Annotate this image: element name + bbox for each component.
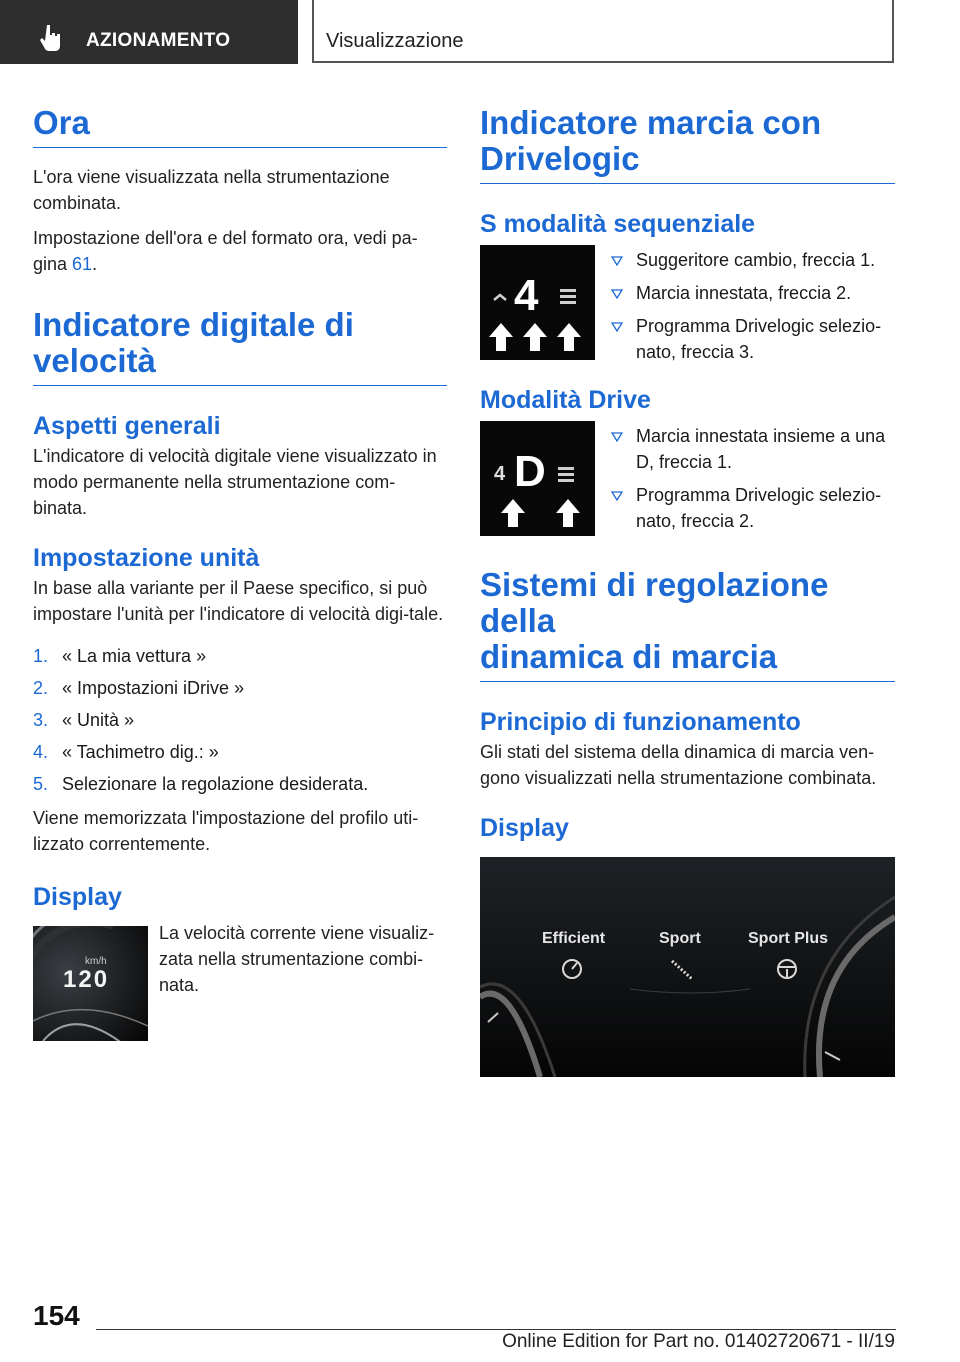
right-column — [480, 100, 895, 1077]
triangle-bullet-icon — [611, 491, 623, 501]
list-item — [609, 313, 897, 365]
ora-text-2-post: . — [92, 254, 98, 274]
arrow-label: 1 — [513, 513, 519, 523]
heading-display-right: Display — [480, 814, 569, 842]
arrow-label: 2 — [535, 337, 541, 347]
heading-principle: Principio di funzionamento — [480, 708, 801, 736]
triangle-bullet-icon — [611, 256, 623, 266]
section-tab — [0, 0, 298, 64]
after-steps-text: Viene memorizzata l'impostazione del profilo uti-lizzato correntemente. — [33, 808, 419, 854]
step-text: « Tachimetro dig.: » — [62, 742, 219, 762]
list-item — [609, 247, 897, 273]
mode-efficient: Efficient — [542, 930, 606, 947]
list-item — [33, 707, 447, 739]
ora-text-2-pre: Impostazione dell'ora e del formato ora, vedi pa-gina — [33, 228, 418, 274]
triangle-bullet-icon — [611, 289, 623, 299]
gauge-value: 120 — [63, 966, 110, 993]
driving-dynamics-graphic — [480, 857, 895, 1077]
list-item — [33, 739, 447, 771]
gauge-unit: km/h — [85, 956, 107, 967]
list-item — [33, 675, 447, 707]
step-text: « Impostazioni iDrive » — [62, 678, 245, 698]
list-item — [33, 643, 447, 675]
step-number: 1. — [33, 646, 49, 666]
step-number: 3. — [33, 710, 49, 730]
drive-gear-image — [480, 421, 595, 536]
mode-sport: Sport — [659, 930, 701, 947]
list-item — [609, 280, 897, 306]
sequential-gear-value: 4 — [514, 271, 539, 320]
drive-row — [480, 421, 895, 539]
list-item — [609, 423, 897, 475]
ora-text-1: L'ora viene visualizzata nella strumentazione combinata. — [33, 167, 390, 213]
sequential-row — [480, 245, 895, 363]
heading-drive-mode: Modalità Drive — [480, 386, 651, 414]
footer-rule — [96, 1329, 896, 1330]
drive-list — [609, 423, 897, 541]
heading-drivelogic — [480, 105, 895, 184]
general-text: L'indicatore di velocità digitale viene visualizzato in modo permanente nella strumentazione com-binata. — [33, 446, 437, 518]
heading-drivelogic-line2: Drivelogic — [480, 140, 640, 177]
heading-dynamics — [480, 567, 895, 682]
display-row — [33, 923, 447, 1044]
item-text: Suggeritore cambio, freccia 1. — [636, 250, 876, 270]
display-text: La velocità corrente viene visualiz-zata nella strumentazione combi-nata. — [159, 923, 435, 995]
driving-dynamics-image — [480, 857, 895, 1077]
item-text: Marcia innestata, freccia 2. — [636, 283, 852, 303]
speedometer-image — [33, 926, 148, 1041]
sequential-gear-image — [480, 245, 595, 360]
item-text: Marcia innestata insieme a una D, freccia 1. — [636, 426, 886, 472]
left-column — [33, 100, 447, 1044]
list-item — [33, 771, 447, 803]
arrow-label: 1 — [501, 337, 507, 347]
subsection-box — [312, 0, 894, 63]
list-item — [609, 482, 897, 534]
drive-gear-small: 4 — [494, 463, 506, 485]
heading-sequential: S modalità sequenziale — [480, 210, 756, 238]
ora-text-2 — [33, 225, 447, 277]
step-number: 4. — [33, 742, 49, 762]
page-link[interactable]: 61 — [72, 254, 93, 274]
item-text: Programma Drivelogic selezio-nato, freccia 2. — [636, 485, 882, 531]
triangle-bullet-icon — [611, 322, 623, 332]
item-text: Programma Drivelogic selezio-nato, freccia 3. — [636, 316, 882, 362]
heading-drivelogic-line1: Indicatore marcia con — [480, 104, 822, 141]
hand-pointer-icon — [40, 24, 62, 52]
heading-digital-speed-line2: velocità — [33, 342, 156, 379]
triangle-bullet-icon — [611, 432, 623, 442]
heading-display-left: Display — [33, 883, 122, 911]
heading-dynamics-line2: dinamica di marcia — [480, 638, 778, 675]
unit-text: In base alla variante per il Paese specifico, si può impostare l'unità per l'indicatore di velocità digi-tale. — [33, 578, 444, 624]
step-text: « Unità » — [62, 710, 135, 730]
arrow-label: 2 — [568, 513, 574, 523]
principle-text: Gli stati del sistema della dinamica di marcia ven-gono visualizzati nella strumentazione combinata. — [480, 742, 877, 788]
heading-dynamics-line1: Sistemi di regolazione della — [480, 566, 829, 639]
page-header — [0, 0, 960, 66]
heading-unit-setting: Impostazione unità — [33, 544, 260, 572]
subsection-label: Visualizzazione — [326, 30, 464, 52]
section-label: AZIONAMENTO — [86, 30, 231, 51]
page-number: 154 — [33, 1300, 80, 1331]
heading-digital-speed-line1: Indicatore digitale di — [33, 306, 354, 343]
heading-general: Aspetti generali — [33, 412, 221, 440]
heading-digital-speed — [33, 307, 447, 386]
step-text: Selezionare la regolazione desiderata. — [62, 774, 369, 794]
step-number: 2. — [33, 678, 49, 698]
heading-ora: Ora — [33, 105, 447, 148]
arrow-label: 3 — [569, 337, 575, 347]
step-text: « La mia vettura » — [62, 646, 207, 666]
step-number: 5. — [33, 774, 49, 794]
unit-steps — [33, 643, 447, 803]
footer-edition: Online Edition for Part no. 01402720671 - II/19 — [502, 1331, 895, 1352]
sequential-list — [609, 247, 897, 372]
mode-sport-plus: Sport Plus — [748, 930, 829, 947]
drive-gear-value: D — [514, 447, 546, 496]
